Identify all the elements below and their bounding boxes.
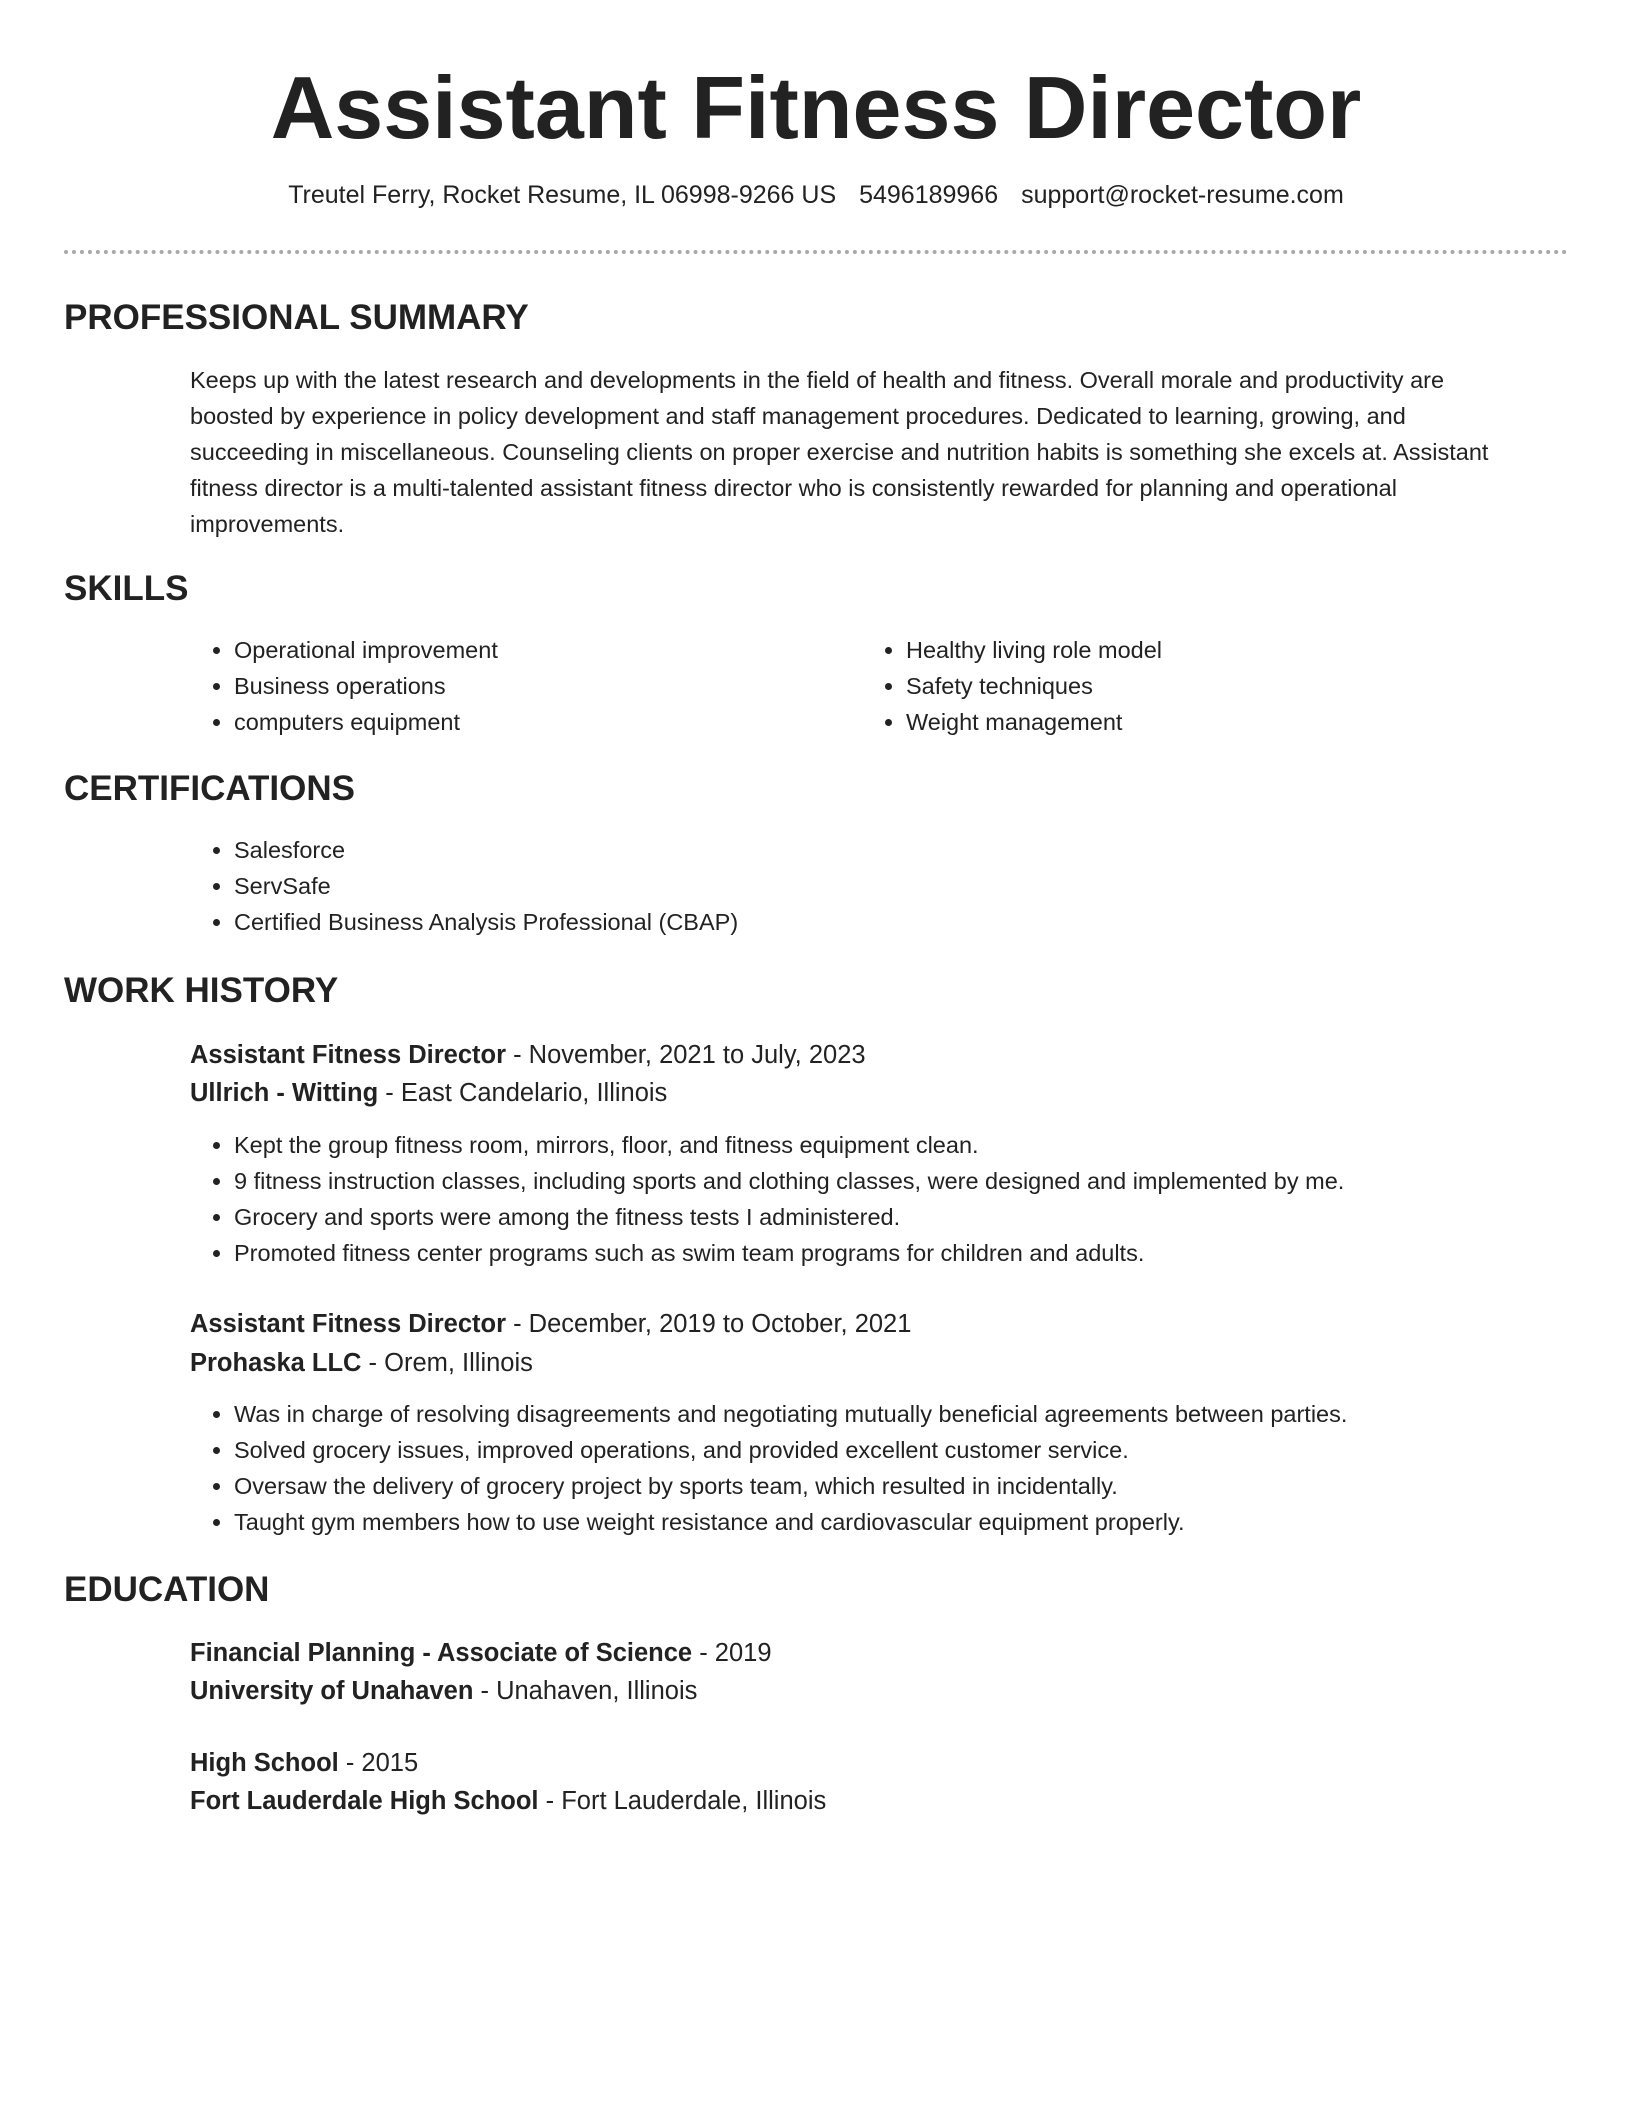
job-role: Assistant Fitness Director [190, 1041, 507, 1069]
header-divider [64, 250, 1568, 254]
work-history-heading: WORK HISTORY [64, 971, 339, 1010]
education-year: - 2019 [692, 1639, 772, 1667]
job-bullets [190, 1127, 1594, 1271]
list-item: • Operational improvement [234, 632, 854, 668]
contact-phone: 5496189966 [859, 181, 999, 209]
job-location: - East Candelario, Illinois [378, 1079, 668, 1107]
education-school-line [190, 1782, 826, 1820]
contact-line [0, 178, 1632, 212]
job-company-line [190, 1344, 533, 1382]
skills-list-left [190, 632, 854, 740]
list-item: • 9 fitness instruction classes, including sports and clothing classes, were designed and implemented by me. [234, 1163, 1594, 1199]
education-degree-line [190, 1744, 418, 1782]
job-dates: - December, 2019 to October, 2021 [506, 1310, 912, 1338]
job-company-line [190, 1074, 667, 1112]
contact-email: support@rocket-resume.com [1021, 181, 1344, 209]
list-item: • Healthy living role model [906, 632, 1526, 668]
education-year: - 2015 [338, 1749, 419, 1777]
list-item: • Promoted fitness center programs such as swim team programs for children and adults. [234, 1235, 1594, 1271]
education-heading: EDUCATION [64, 1570, 270, 1609]
list-item: • Safety techniques [906, 668, 1526, 704]
job-location: - Orem, Illinois [361, 1349, 533, 1377]
education-school-line [190, 1672, 697, 1710]
list-item: • Grocery and sports were among the fitness tests I administered. [234, 1199, 1594, 1235]
contact-address: Treutel Ferry, Rocket Resume, IL 06998-9266 US [288, 181, 837, 209]
list-item: • Solved grocery issues, improved operations, and provided excellent customer service. [234, 1432, 1594, 1468]
list-item: • Certified Business Analysis Professional (CBAP) [234, 904, 1534, 940]
skills-list-right [862, 632, 1526, 740]
certifications-heading: CERTIFICATIONS [64, 769, 356, 808]
job-company: Ullrich - Witting [190, 1079, 379, 1107]
education-location: - Fort Lauderdale, Illinois [538, 1787, 827, 1815]
list-item: • Salesforce [234, 832, 1534, 868]
list-item: • computers equipment [234, 704, 854, 740]
summary-text: Keeps up with the latest research and developments in the field of health and fitness. Overall morale and productivity are boosted by experience in policy development and staff management procedures. Dedicated to learning, growing, and succeeding in miscellaneous. Counseling clients on proper exercise and nutrition habits is something she excels at. Assistant fitness director is a multi-talented assistant fitness director who is consistently rewarded for planning and operational improvements. [190, 367, 1489, 537]
list-item: • Weight management [906, 704, 1526, 740]
job-title-line [190, 1036, 866, 1074]
list-item: • Taught gym members how to use weight resistance and cardiovascular equipment properly. [234, 1504, 1594, 1540]
list-item: • Oversaw the delivery of grocery project by sports team, which resulted in incidentally. [234, 1468, 1594, 1504]
job-title-line [190, 1305, 911, 1343]
summary-heading: PROFESSIONAL SUMMARY [64, 298, 529, 337]
education-location: - Unahaven, Illinois [473, 1677, 698, 1705]
education-degree-line [190, 1634, 772, 1672]
resume-name: Assistant Fitness Director [270, 58, 1362, 157]
education-degree: Financial Planning - Associate of Science [190, 1639, 693, 1667]
education-degree: High School [190, 1749, 339, 1777]
job-company: Prohaska LLC [190, 1349, 362, 1377]
job-bullets [190, 1396, 1594, 1540]
skills-heading: SKILLS [64, 569, 189, 608]
list-item: • Business operations [234, 668, 854, 704]
list-item: • Kept the group fitness room, mirrors, floor, and fitness equipment clean. [234, 1127, 1594, 1163]
list-item: • Was in charge of resolving disagreements and negotiating mutually beneficial agreements between parties. [234, 1396, 1594, 1432]
education-school: Fort Lauderdale High School [190, 1787, 539, 1815]
list-item: • ServSafe [234, 868, 1534, 904]
job-role: Assistant Fitness Director [190, 1310, 507, 1338]
education-school: University of Unahaven [190, 1677, 474, 1705]
certifications-list [190, 832, 1534, 940]
job-dates: - November, 2021 to July, 2023 [506, 1041, 866, 1069]
